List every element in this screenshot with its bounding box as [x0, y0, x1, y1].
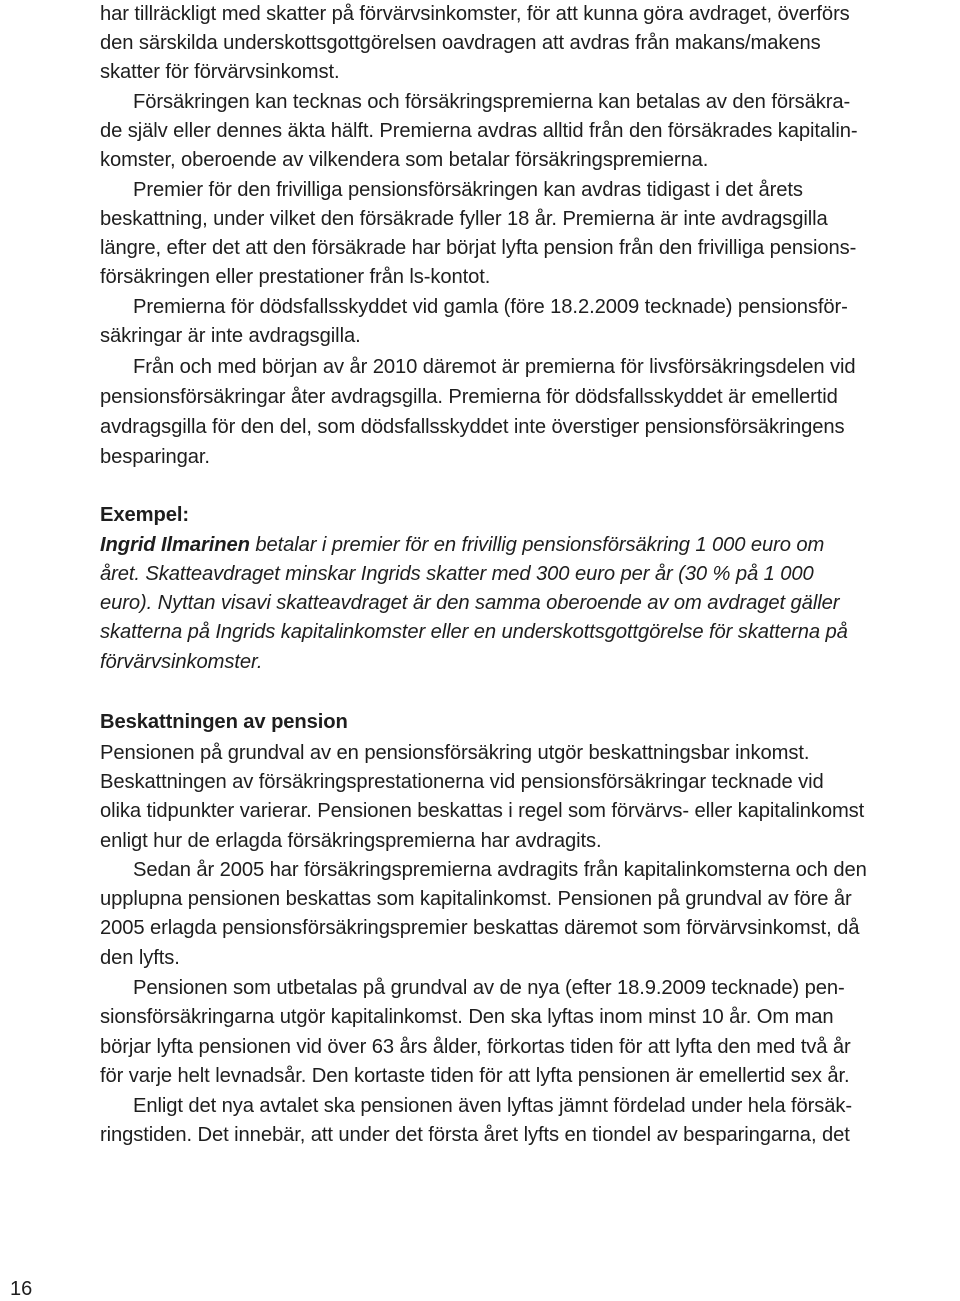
text-line: avdragsgilla för den del, som dödsfallsskyddet inte överstiger pensionsförsäkringens — [100, 416, 845, 438]
text-line: för varje helt levnadsår. Den kortaste tiden för att lyfta pensionen är emellertid sex år. — [100, 1065, 850, 1087]
text-line: den särskilda underskottsgottgörelsen oavdragen att avdras från makans/makens — [100, 32, 821, 54]
text-line: skatterna på Ingrids kapitalinkomster eller en underskottsgottgörelse för skatterna på — [100, 621, 848, 643]
text-line: enligt hur de erlagda försäkringspremierna har avdragits. — [100, 830, 602, 852]
text-line: besparingar. — [100, 446, 210, 468]
example-heading: Exempel: — [100, 504, 189, 526]
text-line: pensionsförsäkringar åter avdragsgilla. Premierna för dödsfallsskyddet är emellertid — [100, 386, 838, 408]
example-person-name: Ingrid Ilmarinen — [100, 534, 250, 556]
text-line: 2005 erlagda pensionsförsäkringspremier beskattas däremot som förvärvsinkomst, då — [100, 917, 860, 939]
text-line: Sedan år 2005 har försäkringspremierna avdragits från kapitalinkomsterna och den — [133, 859, 867, 881]
text-line: den lyfts. — [100, 947, 180, 969]
text-line: Beskattningen av försäkringsprestationerna vid pensionsförsäkringar tecknade vid — [100, 771, 824, 793]
text-line: beskattning, under vilket den försäkrade fyller 18 år. Premierna är inte avdragsgilla — [100, 208, 828, 230]
text-line: sionsförsäkringarna utgör kapitalinkomst. Den ska lyftas inom minst 10 år. Om man — [100, 1006, 834, 1028]
example-first-line-text: betalar i premier för en frivillig pensionsförsäkring 1 000 euro om — [249, 534, 825, 556]
text-line: upplupna pensionen beskattas som kapitalinkomst. Pensionen på grundval av före år — [100, 888, 852, 910]
text-line: Försäkringen kan tecknas och försäkringspremierna kan betalas av den försäkra- — [133, 91, 851, 113]
text-line: börjar lyfta pensionen vid över 63 års ålder, förkortas tiden för att lyfta den med två år — [100, 1036, 851, 1058]
text-line: försäkringen eller prestationer från ls-kontot. — [100, 266, 491, 288]
text-line: året. Skatteavdraget minskar Ingrids skatter med 300 euro per år (30 % på 1 000 — [100, 563, 814, 585]
text-line: Premier för den frivilliga pensionsförsäkringen kan avdras tidigast i det årets — [133, 179, 803, 201]
text-line: längre, efter det att den försäkrade har börjat lyfta pension från den frivilliga pensions- — [100, 237, 857, 259]
text-line: har tillräckligt med skatter på förvärvsinkomster, för att kunna göra avdraget, överförs — [100, 3, 850, 25]
text-line: Enligt det nya avtalet ska pensionen även lyftas jämnt fördelad under hela försäk- — [133, 1095, 852, 1117]
text-line: ringstiden. Det innebär, att under det första året lyfts en tiondel av besparingarna, det — [100, 1124, 850, 1146]
text-line: olika tidpunkter varierar. Pensionen beskattas i regel som förvärvs- eller kapitalinkomst — [100, 800, 865, 822]
text-line: säkringar är inte avdragsgilla. — [100, 325, 361, 347]
text-line: de själv eller dennes äkta hälft. Premierna avdras alltid från den försäkrades kapitalin- — [100, 120, 858, 142]
text-line: förvärvsinkomster. — [100, 651, 263, 673]
text-line: Pensionen som utbetalas på grundval av de nya (efter 18.9.2009 tecknade) pen- — [133, 977, 845, 999]
text-line: Premierna för dödsfallsskyddet vid gamla (före 18.2.2009 tecknade) pensionsför- — [133, 296, 848, 318]
example-first-line — [100, 531, 824, 559]
section-heading: Beskattningen av pension — [100, 711, 348, 733]
page-number: 16 — [10, 1278, 33, 1300]
text-line: skatter för förvärvsinkomst. — [100, 61, 340, 83]
text-line: Pensionen på grundval av en pensionsförsäkring utgör beskattningsbar inkomst. — [100, 742, 810, 764]
text-line: euro). Nyttan visavi skatteavdraget är den samma oberoende av om avdraget gäller — [100, 592, 840, 614]
text-line: komster, oberoende av vilkendera som betalar försäkringspremierna. — [100, 149, 709, 171]
text-line: Från och med början av år 2010 däremot är premierna för livsförsäkringsdelen vid — [133, 356, 856, 378]
